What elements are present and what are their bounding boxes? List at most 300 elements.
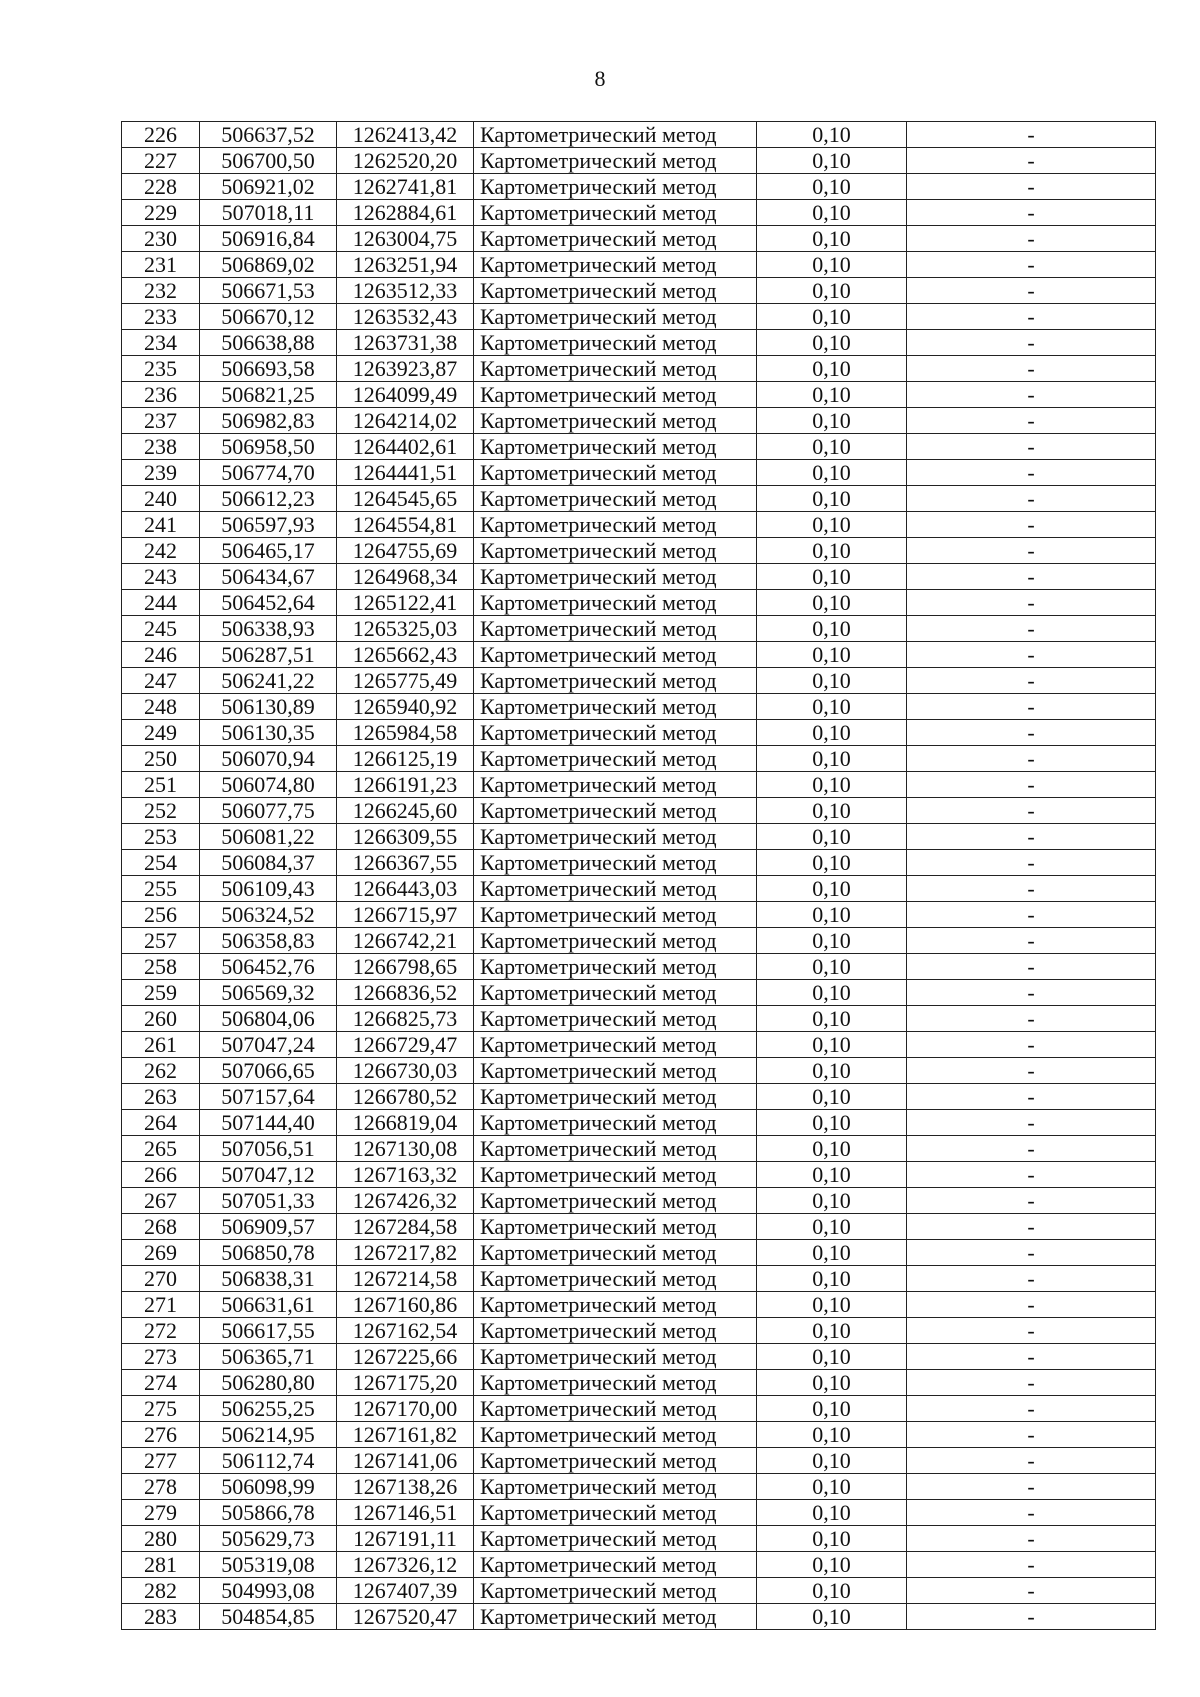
x-coordinate-cell: 506597,93 <box>200 512 337 538</box>
point-number-cell: 278 <box>122 1474 200 1500</box>
point-number-cell: 274 <box>122 1370 200 1396</box>
table-row <box>122 1344 1156 1370</box>
note-cell: - <box>907 668 1156 694</box>
x-coordinate-cell: 506098,99 <box>200 1474 337 1500</box>
x-coordinate-cell: 506130,35 <box>200 720 337 746</box>
y-coordinate-cell: 1266825,73 <box>337 1006 474 1032</box>
y-coordinate-cell: 1264968,34 <box>337 564 474 590</box>
y-coordinate-cell: 1264214,02 <box>337 408 474 434</box>
table-row <box>122 824 1156 850</box>
point-number-cell: 277 <box>122 1448 200 1474</box>
y-coordinate-cell: 1266367,55 <box>337 850 474 876</box>
table-row <box>122 590 1156 616</box>
x-coordinate-cell: 506081,22 <box>200 824 337 850</box>
note-cell: - <box>907 616 1156 642</box>
method-cell: Картометрический метод <box>474 1110 757 1136</box>
method-cell: Картометрический метод <box>474 538 757 564</box>
note-cell: - <box>907 1292 1156 1318</box>
point-number-cell: 237 <box>122 408 200 434</box>
y-coordinate-cell: 1264402,61 <box>337 434 474 460</box>
accuracy-cell: 0,10 <box>757 928 907 954</box>
method-cell: Картометрический метод <box>474 1032 757 1058</box>
point-number-cell: 248 <box>122 694 200 720</box>
x-coordinate-cell: 506804,06 <box>200 1006 337 1032</box>
table-row <box>122 1370 1156 1396</box>
method-cell: Картометрический метод <box>474 980 757 1006</box>
note-cell: - <box>907 1006 1156 1032</box>
x-coordinate-cell: 507066,65 <box>200 1058 337 1084</box>
method-cell: Картометрический метод <box>474 1188 757 1214</box>
point-number-cell: 240 <box>122 486 200 512</box>
x-coordinate-cell: 506358,83 <box>200 928 337 954</box>
accuracy-cell: 0,10 <box>757 200 907 226</box>
accuracy-cell: 0,10 <box>757 512 907 538</box>
point-number-cell: 268 <box>122 1214 200 1240</box>
point-number-cell: 249 <box>122 720 200 746</box>
method-cell: Картометрический метод <box>474 1422 757 1448</box>
point-number-cell: 233 <box>122 304 200 330</box>
y-coordinate-cell: 1266245,60 <box>337 798 474 824</box>
point-number-cell: 273 <box>122 1344 200 1370</box>
x-coordinate-cell: 506338,93 <box>200 616 337 642</box>
table-row <box>122 226 1156 252</box>
accuracy-cell: 0,10 <box>757 1188 907 1214</box>
y-coordinate-cell: 1267138,26 <box>337 1474 474 1500</box>
table-row <box>122 174 1156 200</box>
y-coordinate-cell: 1263512,33 <box>337 278 474 304</box>
table-row <box>122 486 1156 512</box>
table-row <box>122 772 1156 798</box>
point-number-cell: 239 <box>122 460 200 486</box>
accuracy-cell: 0,10 <box>757 902 907 928</box>
method-cell: Картометрический метод <box>474 148 757 174</box>
y-coordinate-cell: 1265122,41 <box>337 590 474 616</box>
point-number-cell: 230 <box>122 226 200 252</box>
y-coordinate-cell: 1267163,32 <box>337 1162 474 1188</box>
point-number-cell: 279 <box>122 1500 200 1526</box>
y-coordinate-cell: 1264755,69 <box>337 538 474 564</box>
table-row <box>122 616 1156 642</box>
table-row <box>122 330 1156 356</box>
note-cell: - <box>907 694 1156 720</box>
note-cell: - <box>907 382 1156 408</box>
note-cell: - <box>907 798 1156 824</box>
point-number-cell: 270 <box>122 1266 200 1292</box>
point-number-cell: 257 <box>122 928 200 954</box>
method-cell: Картометрический метод <box>474 1604 757 1630</box>
table-row <box>122 356 1156 382</box>
y-coordinate-cell: 1266836,52 <box>337 980 474 1006</box>
accuracy-cell: 0,10 <box>757 1422 907 1448</box>
x-coordinate-cell: 506112,74 <box>200 1448 337 1474</box>
table-row <box>122 1604 1156 1630</box>
note-cell: - <box>907 148 1156 174</box>
table-row <box>122 720 1156 746</box>
coordinates-table-body <box>122 122 1156 1630</box>
x-coordinate-cell: 506365,71 <box>200 1344 337 1370</box>
x-coordinate-cell: 506077,75 <box>200 798 337 824</box>
point-number-cell: 236 <box>122 382 200 408</box>
accuracy-cell: 0,10 <box>757 252 907 278</box>
method-cell: Картометрический метод <box>474 1266 757 1292</box>
method-cell: Картометрический метод <box>474 460 757 486</box>
accuracy-cell: 0,10 <box>757 798 907 824</box>
accuracy-cell: 0,10 <box>757 720 907 746</box>
note-cell: - <box>907 772 1156 798</box>
accuracy-cell: 0,10 <box>757 564 907 590</box>
point-number-cell: 250 <box>122 746 200 772</box>
note-cell: - <box>907 122 1156 148</box>
x-coordinate-cell: 506921,02 <box>200 174 337 200</box>
x-coordinate-cell: 506130,89 <box>200 694 337 720</box>
method-cell: Картометрический метод <box>474 772 757 798</box>
method-cell: Картометрический метод <box>474 850 757 876</box>
y-coordinate-cell: 1267426,32 <box>337 1188 474 1214</box>
table-row <box>122 876 1156 902</box>
accuracy-cell: 0,10 <box>757 1448 907 1474</box>
method-cell: Картометрический метод <box>474 642 757 668</box>
x-coordinate-cell: 506280,80 <box>200 1370 337 1396</box>
method-cell: Картометрический метод <box>474 512 757 538</box>
table-row <box>122 278 1156 304</box>
y-coordinate-cell: 1262884,61 <box>337 200 474 226</box>
accuracy-cell: 0,10 <box>757 382 907 408</box>
y-coordinate-cell: 1265984,58 <box>337 720 474 746</box>
accuracy-cell: 0,10 <box>757 1370 907 1396</box>
point-number-cell: 253 <box>122 824 200 850</box>
method-cell: Картометрический метод <box>474 564 757 590</box>
note-cell: - <box>907 1500 1156 1526</box>
table-row <box>122 980 1156 1006</box>
y-coordinate-cell: 1265775,49 <box>337 668 474 694</box>
note-cell: - <box>907 1318 1156 1344</box>
note-cell: - <box>907 824 1156 850</box>
x-coordinate-cell: 506287,51 <box>200 642 337 668</box>
y-coordinate-cell: 1266780,52 <box>337 1084 474 1110</box>
note-cell: - <box>907 408 1156 434</box>
x-coordinate-cell: 505866,78 <box>200 1500 337 1526</box>
point-number-cell: 246 <box>122 642 200 668</box>
note-cell: - <box>907 1136 1156 1162</box>
method-cell: Картометрический метод <box>474 1318 757 1344</box>
note-cell: - <box>907 850 1156 876</box>
note-cell: - <box>907 954 1156 980</box>
table-row <box>122 200 1156 226</box>
accuracy-cell: 0,10 <box>757 1344 907 1370</box>
method-cell: Картометрический метод <box>474 1578 757 1604</box>
point-number-cell: 255 <box>122 876 200 902</box>
y-coordinate-cell: 1267141,06 <box>337 1448 474 1474</box>
note-cell: - <box>907 1370 1156 1396</box>
table-row <box>122 512 1156 538</box>
x-coordinate-cell: 506838,31 <box>200 1266 337 1292</box>
method-cell: Картометрический метод <box>474 590 757 616</box>
point-number-cell: 229 <box>122 200 200 226</box>
accuracy-cell: 0,10 <box>757 1292 907 1318</box>
point-number-cell: 243 <box>122 564 200 590</box>
table-row <box>122 1266 1156 1292</box>
table-row <box>122 1006 1156 1032</box>
table-row <box>122 1526 1156 1552</box>
point-number-cell: 247 <box>122 668 200 694</box>
point-number-cell: 258 <box>122 954 200 980</box>
point-number-cell: 238 <box>122 434 200 460</box>
x-coordinate-cell: 506434,67 <box>200 564 337 590</box>
y-coordinate-cell: 1266729,47 <box>337 1032 474 1058</box>
point-number-cell: 263 <box>122 1084 200 1110</box>
note-cell: - <box>907 226 1156 252</box>
table-row <box>122 642 1156 668</box>
accuracy-cell: 0,10 <box>757 1552 907 1578</box>
note-cell: - <box>907 200 1156 226</box>
x-coordinate-cell: 507157,64 <box>200 1084 337 1110</box>
accuracy-cell: 0,10 <box>757 122 907 148</box>
x-coordinate-cell: 506637,52 <box>200 122 337 148</box>
x-coordinate-cell: 504993,08 <box>200 1578 337 1604</box>
y-coordinate-cell: 1263731,38 <box>337 330 474 356</box>
y-coordinate-cell: 1266125,19 <box>337 746 474 772</box>
accuracy-cell: 0,10 <box>757 1058 907 1084</box>
note-cell: - <box>907 928 1156 954</box>
note-cell: - <box>907 590 1156 616</box>
y-coordinate-cell: 1262413,42 <box>337 122 474 148</box>
point-number-cell: 242 <box>122 538 200 564</box>
x-coordinate-cell: 507051,33 <box>200 1188 337 1214</box>
y-coordinate-cell: 1266443,03 <box>337 876 474 902</box>
accuracy-cell: 0,10 <box>757 1474 907 1500</box>
note-cell: - <box>907 876 1156 902</box>
method-cell: Картометрический метод <box>474 226 757 252</box>
point-number-cell: 267 <box>122 1188 200 1214</box>
table-row <box>122 1448 1156 1474</box>
accuracy-cell: 0,10 <box>757 1214 907 1240</box>
method-cell: Картометрический метод <box>474 694 757 720</box>
method-cell: Картометрический метод <box>474 1084 757 1110</box>
method-cell: Картометрический метод <box>474 486 757 512</box>
y-coordinate-cell: 1263251,94 <box>337 252 474 278</box>
x-coordinate-cell: 506241,22 <box>200 668 337 694</box>
accuracy-cell: 0,10 <box>757 876 907 902</box>
method-cell: Картометрический метод <box>474 1162 757 1188</box>
table-row <box>122 1292 1156 1318</box>
accuracy-cell: 0,10 <box>757 1162 907 1188</box>
y-coordinate-cell: 1267217,82 <box>337 1240 474 1266</box>
method-cell: Картометрический метод <box>474 356 757 382</box>
method-cell: Картометрический метод <box>474 1448 757 1474</box>
note-cell: - <box>907 1032 1156 1058</box>
accuracy-cell: 0,10 <box>757 1084 907 1110</box>
note-cell: - <box>907 460 1156 486</box>
y-coordinate-cell: 1267161,82 <box>337 1422 474 1448</box>
table-row <box>122 1318 1156 1344</box>
y-coordinate-cell: 1263004,75 <box>337 226 474 252</box>
note-cell: - <box>907 1474 1156 1500</box>
point-number-cell: 259 <box>122 980 200 1006</box>
y-coordinate-cell: 1267407,39 <box>337 1578 474 1604</box>
y-coordinate-cell: 1264554,81 <box>337 512 474 538</box>
y-coordinate-cell: 1263532,43 <box>337 304 474 330</box>
note-cell: - <box>907 252 1156 278</box>
table-row <box>122 1110 1156 1136</box>
accuracy-cell: 0,10 <box>757 408 907 434</box>
note-cell: - <box>907 1526 1156 1552</box>
table-row <box>122 928 1156 954</box>
x-coordinate-cell: 507047,24 <box>200 1032 337 1058</box>
note-cell: - <box>907 330 1156 356</box>
note-cell: - <box>907 746 1156 772</box>
point-number-cell: 262 <box>122 1058 200 1084</box>
x-coordinate-cell: 506074,80 <box>200 772 337 798</box>
x-coordinate-cell: 506850,78 <box>200 1240 337 1266</box>
accuracy-cell: 0,10 <box>757 642 907 668</box>
x-coordinate-cell: 507018,11 <box>200 200 337 226</box>
note-cell: - <box>907 902 1156 928</box>
accuracy-cell: 0,10 <box>757 1578 907 1604</box>
x-coordinate-cell: 505319,08 <box>200 1552 337 1578</box>
table-row <box>122 460 1156 486</box>
x-coordinate-cell: 506214,95 <box>200 1422 337 1448</box>
x-coordinate-cell: 507047,12 <box>200 1162 337 1188</box>
method-cell: Картометрический метод <box>474 174 757 200</box>
method-cell: Картометрический метод <box>474 1526 757 1552</box>
table-row <box>122 798 1156 824</box>
x-coordinate-cell: 506070,94 <box>200 746 337 772</box>
method-cell: Картометрический метод <box>474 954 757 980</box>
note-cell: - <box>907 486 1156 512</box>
table-row <box>122 434 1156 460</box>
y-coordinate-cell: 1267162,54 <box>337 1318 474 1344</box>
note-cell: - <box>907 1084 1156 1110</box>
point-number-cell: 234 <box>122 330 200 356</box>
method-cell: Картометрический метод <box>474 902 757 928</box>
method-cell: Картометрический метод <box>474 1552 757 1578</box>
x-coordinate-cell: 506452,76 <box>200 954 337 980</box>
accuracy-cell: 0,10 <box>757 694 907 720</box>
coordinates-table <box>121 121 1156 1630</box>
accuracy-cell: 0,10 <box>757 746 907 772</box>
point-number-cell: 252 <box>122 798 200 824</box>
point-number-cell: 281 <box>122 1552 200 1578</box>
page-number: 8 <box>594 66 606 91</box>
point-number-cell: 241 <box>122 512 200 538</box>
x-coordinate-cell: 506982,83 <box>200 408 337 434</box>
method-cell: Картометрический метод <box>474 1292 757 1318</box>
note-cell: - <box>907 1604 1156 1630</box>
x-coordinate-cell: 506670,12 <box>200 304 337 330</box>
table-row <box>122 1578 1156 1604</box>
point-number-cell: 254 <box>122 850 200 876</box>
x-coordinate-cell: 505629,73 <box>200 1526 337 1552</box>
method-cell: Картометрический метод <box>474 1058 757 1084</box>
table-row <box>122 304 1156 330</box>
table-row <box>122 1032 1156 1058</box>
y-coordinate-cell: 1264545,65 <box>337 486 474 512</box>
note-cell: - <box>907 1552 1156 1578</box>
point-number-cell: 227 <box>122 148 200 174</box>
y-coordinate-cell: 1266819,04 <box>337 1110 474 1136</box>
point-number-cell: 264 <box>122 1110 200 1136</box>
note-cell: - <box>907 1266 1156 1292</box>
method-cell: Картометрический метод <box>474 1396 757 1422</box>
point-number-cell: 272 <box>122 1318 200 1344</box>
accuracy-cell: 0,10 <box>757 330 907 356</box>
table-row <box>122 382 1156 408</box>
accuracy-cell: 0,10 <box>757 304 907 330</box>
accuracy-cell: 0,10 <box>757 226 907 252</box>
method-cell: Картометрический метод <box>474 278 757 304</box>
table-row <box>122 1188 1156 1214</box>
note-cell: - <box>907 304 1156 330</box>
method-cell: Картометрический метод <box>474 200 757 226</box>
method-cell: Картометрический метод <box>474 122 757 148</box>
note-cell: - <box>907 512 1156 538</box>
table-row <box>122 408 1156 434</box>
table-row <box>122 902 1156 928</box>
table-row <box>122 954 1156 980</box>
point-number-cell: 261 <box>122 1032 200 1058</box>
note-cell: - <box>907 1448 1156 1474</box>
accuracy-cell: 0,10 <box>757 954 907 980</box>
method-cell: Картометрический метод <box>474 1006 757 1032</box>
y-coordinate-cell: 1264441,51 <box>337 460 474 486</box>
accuracy-cell: 0,10 <box>757 1240 907 1266</box>
table-row <box>122 1136 1156 1162</box>
note-cell: - <box>907 278 1156 304</box>
table-row <box>122 122 1156 148</box>
table-row <box>122 1474 1156 1500</box>
table-row <box>122 148 1156 174</box>
point-number-cell: 232 <box>122 278 200 304</box>
x-coordinate-cell: 507056,51 <box>200 1136 337 1162</box>
x-coordinate-cell: 506638,88 <box>200 330 337 356</box>
accuracy-cell: 0,10 <box>757 980 907 1006</box>
point-number-cell: 265 <box>122 1136 200 1162</box>
accuracy-cell: 0,10 <box>757 460 907 486</box>
table-row <box>122 850 1156 876</box>
method-cell: Картометрический метод <box>474 252 757 278</box>
point-number-cell: 282 <box>122 1578 200 1604</box>
x-coordinate-cell: 506821,25 <box>200 382 337 408</box>
x-coordinate-cell: 506569,32 <box>200 980 337 1006</box>
y-coordinate-cell: 1267170,00 <box>337 1396 474 1422</box>
x-coordinate-cell: 506958,50 <box>200 434 337 460</box>
x-coordinate-cell: 506465,17 <box>200 538 337 564</box>
method-cell: Картометрический метод <box>474 434 757 460</box>
x-coordinate-cell: 506869,02 <box>200 252 337 278</box>
accuracy-cell: 0,10 <box>757 1500 907 1526</box>
accuracy-cell: 0,10 <box>757 174 907 200</box>
note-cell: - <box>907 720 1156 746</box>
table-row <box>122 668 1156 694</box>
table-row <box>122 1084 1156 1110</box>
y-coordinate-cell: 1266730,03 <box>337 1058 474 1084</box>
y-coordinate-cell: 1266742,21 <box>337 928 474 954</box>
point-number-cell: 256 <box>122 902 200 928</box>
y-coordinate-cell: 1267146,51 <box>337 1500 474 1526</box>
y-coordinate-cell: 1266715,97 <box>337 902 474 928</box>
accuracy-cell: 0,10 <box>757 278 907 304</box>
y-coordinate-cell: 1267130,08 <box>337 1136 474 1162</box>
table-row <box>122 1162 1156 1188</box>
x-coordinate-cell: 507144,40 <box>200 1110 337 1136</box>
accuracy-cell: 0,10 <box>757 590 907 616</box>
method-cell: Картометрический метод <box>474 382 757 408</box>
table-row <box>122 694 1156 720</box>
note-cell: - <box>907 1344 1156 1370</box>
y-coordinate-cell: 1267175,20 <box>337 1370 474 1396</box>
point-number-cell: 260 <box>122 1006 200 1032</box>
point-number-cell: 276 <box>122 1422 200 1448</box>
